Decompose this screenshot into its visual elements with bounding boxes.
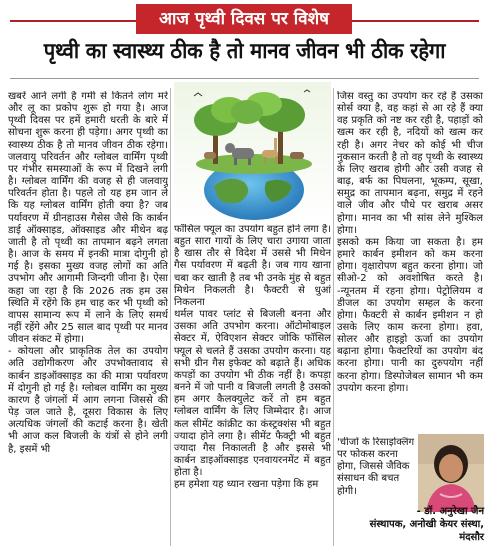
paragraph: खबरें आने लगी है गर्मी से कितने लोग मरे और लू का प्रकोप शुरू हो गया है। आज पृथ्वी दिवस पर हमें हमारी धरती के बारे में सोचना शुरू करना ही पड़ेगा। अगर पृथ्वी का स्वास्थ्य ठीक है तो मानव जीवन ठीक रहेगा। जलवायु परिवर्तन और ग्लोबल वार्मिंग पृथ्वी पर गंभीर समस्याओं के रूप में दिखने लगी है। ग्लोबल वार्मिंग की वजह से ही जलवायु परिवर्तन होता है। पहले तो यह हम जान ले कि यह ग्लोबल वार्मिंग होती क्या है? जब पर्यावरण में ग्रीनहाउस गैसेस जैसे कि कार्बन डाई ऑक्साइड, ऑक्साइड और मीथेन बढ़ जाती है तो पृथ्वी का तापमान बढ़ने लगता है। आज के समय में इनकी मात्रा दोगुनी हो गई है। इसका मुख्य वजह लोगों का अति उपभोग और आगामी जिन्दगी जीना है। ऐसा कहा जा रहा है कि 2026 तक हम उस स्थिति में रहेंगे कि हम चाह कर भी पृथ्वी को वापस सामान्य रूप में लाने के लिए समर्थ नहीं रहेंगे और 25 साल बाद पृथ्वी पर मानव जीवन संकट में होगा। [8, 91, 168, 346]
earth-forest-icon [174, 82, 331, 220]
byline [340, 505, 484, 544]
column-divider [170, 88, 171, 546]
earth-illustration [174, 82, 331, 220]
author-place: मंदसौर [459, 532, 484, 543]
paragraph: 'चीजों के रिसाइक्लिंग पर फोकस करना होगा, जिससे जैविक संसाधन की बचत होगी। [337, 437, 415, 497]
kicker-banner [0, 0, 489, 34]
paragraph: - कोयला और प्राकृतिक तेल का उपयोग अति उद्योगीकरण और उपभोक्तावाद से कार्बन डाइऑक्साइड का की मात्रा पर्यावरण में दोगुनी हो गई है। ग्लोबल वार्मिंग का मुख्य कारण है जंगलों में आग लगना जिससे की पेड़ जल जाते है, दूसरा विकास के लिए अत्यधिक जंगलों की कटाई करना है। खेती भी आज कल बिजली के यंत्रों से होने लगी है, इसमें भी [8, 346, 168, 455]
article-column-1 [8, 91, 168, 545]
portrait-icon [418, 434, 484, 512]
headline: पृथ्वी का स्वास्थ्य ठीक है तो मानव जीवन भी ठीक रहेगा [43, 39, 446, 64]
paragraph: हम हमेशा यह ध्यान रखना पड़ेगा कि हम [174, 479, 319, 491]
article-column-2 [174, 224, 331, 548]
author-photo [418, 434, 484, 512]
article-column-3 [337, 91, 483, 433]
paragraph: फॉसिल फ्यूल का उपयोग बहुत होने लगा है। बहुत सारा गायों के लिए चारा उगाया जाता है खास तौर से विदेश में उससे भी मिथेन गैस पर्यावरण में बढ़ती है। जब गाय खाना चबा कर खाती है तब भी उनके मुंह से बहुत मिथेन निकलती है। फैक्टरी से धुआं निकलना [174, 224, 331, 308]
paragraph: इसको कम किया जा सकता है। हम हमारे कार्बन इमीशन को कम करना होगा। वृक्षारोपण बहुत करना होगा। जो सीओ-2 को अवशोषित करते है। -न्यूनतम में रहना होगा। पेट्रोलियम व डीजल का उपयोग सम्हल के करना होगा। फैक्टरी से कार्बन इमीशन न हो उसके लिए काम करना होगा। हवा, सोलर और हाइड्रो ऊर्जा का उपयोग बढ़ाना होगा। फैक्टरियों का उपयोग बंद करना होगा। पानी का दुरुपयोग नहीं करना होगा। डिस्पोजेबल सामान भी कम उपयोग करना होगा। [337, 236, 483, 394]
paragraph: जिस वस्तु का उपयोग कर रहे हैं उसका सोर्स क्या है, वह कहां से आ रहे हैं क्या वह प्रकृति को नष्ट कर रही है, पहाड़ों को खत्म कर रही है, नदियों को खत्म कर रही है। अगर नेचर को कोई भी चीज नुकसान करती है तो वह पृथ्वी के स्वास्थ्य के लिए खराब होगी और उसी वजह से बाढ़, बर्फ का पिघलना, भूकम्प, सूखा, समुद्र का तापमान बढ़ना, समुद्र में रहने वाले जीव और पौधे पर खराब असर होगा। मानव का भी सांस लेने मुश्किल होगा। [337, 91, 483, 236]
column-divider [333, 88, 334, 546]
author-title: संस्थापक, अनोखी केयर संस्था, [369, 519, 484, 530]
kicker-label: आज पृथ्वी दिवस पर विशेष [136, 4, 352, 34]
author-name: - डॉ. अनुरेखा जैन [416, 506, 484, 517]
headline-rule [10, 78, 479, 79]
paragraph: थर्मल पावर प्लांट से बिजली बनना और उसका अति उपभोग करना। ऑटोमोबाइल सेक्टर में, ऐविएशन सेक्टर जोकि फॉसिल फ्यूल से चलते हैं उसका उपयोग करना। यह सभी ग्रीन गैस इफेक्ट को बढ़ाते हैं। अधिक कपड़ों का उपयोग भी ठीक नहीं है। कपड़ा बनने में जो पानी व बिजली लगती है उसको हम अगर कैलक्युलेट करें तो हम बहुत ग्लोबल वार्मिंग के लिए जिम्मेदार है। आज कल सीमेंट कांक्रीट का कंस्ट्रक्शंस भी बहुत ज्यादा होने लगा है। सीमेंट फैक्ट्री भी बहुत ज्यादा गैस निकालती है और इससे भी कार्बन डाइऑक्साइड एनवायरनमेंट में बहुत होता है। [174, 309, 331, 479]
